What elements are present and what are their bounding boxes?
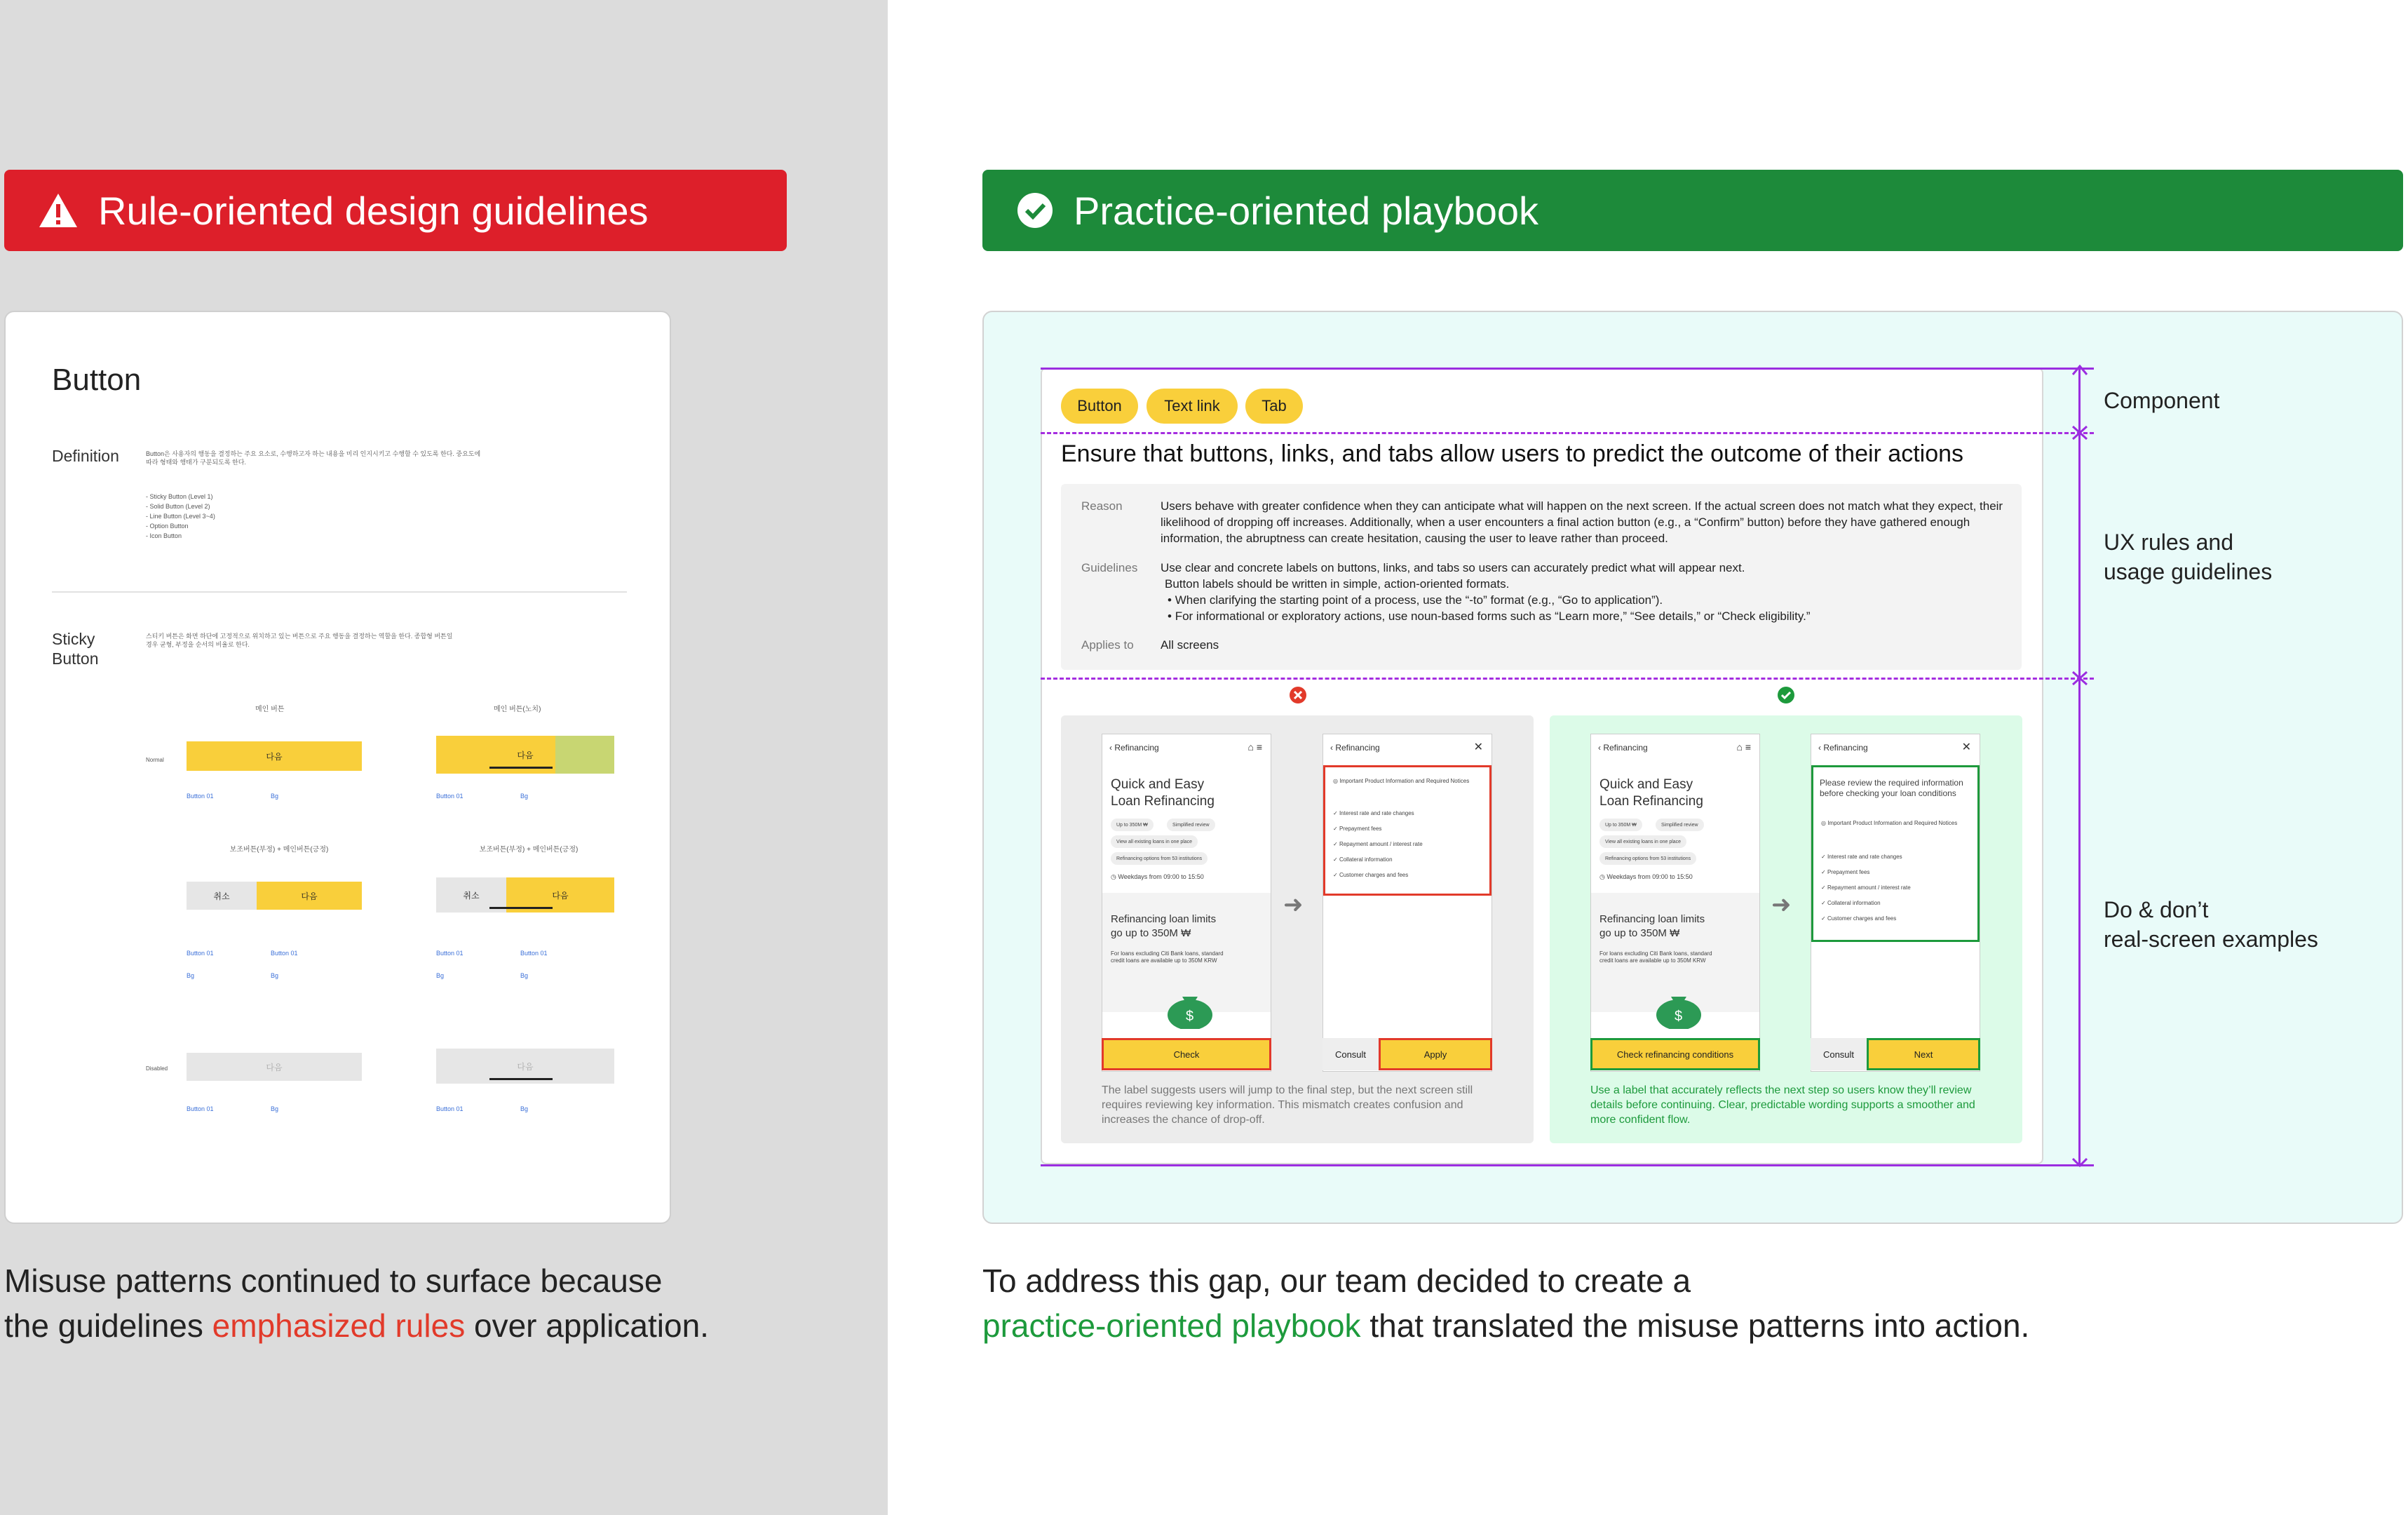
main-button-sample: 다음 <box>187 741 362 771</box>
disabled-button-sample: 다음 <box>187 1053 362 1081</box>
svg-text:$: $ <box>1675 1009 1683 1024</box>
definition-text: Button은 사용자의 행동을 결정하는 주요 요소로, 수행하고자 하는 내용을 미리 인지시키고 수행할 수 있도록 한다. 중요도에 따라 형태와 행태가 구분되도록 한다. <box>146 450 481 466</box>
cancel-button-notch-sample: 취소 <box>436 877 506 913</box>
practice-oriented-banner <box>982 170 2403 251</box>
notch-highlight <box>555 736 614 774</box>
section-divider <box>1041 678 2094 680</box>
consult-button[interactable]: Consult <box>1811 1038 1867 1070</box>
reason-text: Users behave with greater confidence when they can anticipate what will happen on the next screen. If the actual screen does not match what they expect, their likelihood of dropping off increases. Additionally, when a user encounters a final action button (e.g., a “Confirm” button) before they have gathered enough information, the abruptness can create hesitation, causing the user to leave rather than proceed. <box>1161 499 2003 545</box>
arrow-right-icon: ➜ <box>1283 891 1304 918</box>
check-circle-icon <box>1016 191 1054 229</box>
label-component: Component <box>2104 388 2220 413</box>
left-caption: Misuse patterns continued to surface because the guidelines emphasized rules over application. <box>4 1262 709 1344</box>
next-button-sample: 다음 <box>257 882 362 910</box>
right-caption: To address this gap, our team decided to create a practice-oriented playbook that translated the misuse patterns into action. <box>982 1262 2030 1344</box>
applies-label: Applies to <box>1081 638 1134 652</box>
chip-tab: Tab <box>1245 389 1303 424</box>
spec-label: Bg <box>271 972 279 979</box>
bracket-arrows <box>2071 365 2088 1169</box>
home-menu-icon: ⌂ ≡ <box>1247 741 1262 753</box>
combo-label: 보조버튼(부정) + 메인버튼(긍정) <box>229 846 329 854</box>
money-bag-icon <box>1654 988 1703 1029</box>
spec-label: Bg <box>436 972 445 979</box>
section-line <box>1041 368 2094 370</box>
disabled-button-notch-sample: 다음 <box>436 1049 614 1084</box>
chip-button: Button <box>1061 389 1138 424</box>
home-indicator <box>489 907 553 909</box>
home-indicator <box>489 1078 553 1080</box>
disabled-label: Disabled <box>146 1065 168 1072</box>
spec-label: Button 01 <box>271 950 298 957</box>
arrow-right-icon: ➜ <box>1771 891 1792 918</box>
sticky-button-text: 스티키 버튼은 화면 하단에 고정적으로 위치하고 있는 버튼으로 주요 행동을 결정하는 역할을 한다. 종합형 버튼일 경우 균형, 부정을 순서의 비율로 한다. <box>146 633 453 648</box>
home-menu-icon: ⌂ ≡ <box>1736 741 1751 753</box>
consult-button[interactable]: Consult <box>1323 1038 1379 1070</box>
banner-title: Rule-oriented design guidelines <box>98 188 649 233</box>
label-ux-rules: UX rules and usage guidelines <box>2104 530 2273 584</box>
apply-button[interactable]: Apply <box>1379 1038 1492 1070</box>
guidelines-label: Guidelines <box>1081 561 1138 574</box>
chip-text-link: Text link <box>1146 389 1238 424</box>
section-divider <box>1041 432 2094 434</box>
phone-screen-notice: ‹ Refinancing ✕ ◎ Important Product Information and Required Notices ✓ Interest rate and rate changes ✓ Prepayment fees ✓ Repayment amount / interest rate ✓ Collateral information ✓ Customer charges and fees <box>1323 734 1492 1072</box>
check-button-dont[interactable]: Check <box>1102 1038 1271 1070</box>
section-line <box>1041 1164 2094 1166</box>
spec-label: Bg <box>520 1105 529 1112</box>
spec-label: Button 01 <box>436 793 464 800</box>
money-bag-icon <box>1165 988 1215 1029</box>
sticky-button-label: Sticky Button <box>52 630 99 668</box>
definition-list: - Sticky Button (Level 1) - Solid Button (Level 2) - Line Button (Level 3~4) - Option Button - Icon Button <box>146 493 215 539</box>
do-check-icon <box>1777 686 1795 704</box>
spec-label: Button 01 <box>187 950 214 957</box>
spec-label: Bg <box>271 1105 279 1112</box>
banner-title: Practice-oriented playbook <box>1074 188 1539 233</box>
phone-screen-landing: ‹ Refinancing ⌂ ≡ Quick and Easy Loan Refinancing Up to 350M ₩ Simplified review View all existing loans in one place Refinancing options from 53 institutions ◷ Weekdays from 09:00 to 15:50 Refinancing loan limits go up to 350M ₩ For loans excluding Citi Bank loans, standard credit loans are available up to 350M KRW $ <box>1102 734 1271 1072</box>
normal-label: Normal <box>146 757 164 763</box>
cancel-button-sample: 취소 <box>187 882 257 910</box>
spec-label: Button 01 <box>436 950 464 957</box>
spec-label: Bg <box>520 972 529 979</box>
col-main-button-notch: 메인 버튼(노치) <box>494 706 541 713</box>
spec-label: Button 01 <box>520 950 548 957</box>
phone-screen-review: ‹ Refinancing ✕ Please review the required information before checking your loan conditions ◎ Important Product Information and Required Notices ✓ Interest rate and rate changes ✓ Prepayment fees ✓ Repayment amount / interest rate ✓ Collateral information ✓ Customer charges and fees <box>1811 734 1980 1072</box>
home-indicator <box>489 767 553 769</box>
divider <box>52 591 627 593</box>
reason-label: Reason <box>1081 499 1123 513</box>
next-button-notch-sample: 다음 <box>506 877 614 913</box>
label-do-dont: Do & don’t real-screen examples <box>2104 897 2318 952</box>
design-guideline-document <box>4 311 671 1224</box>
combo-label: 보조버튼(부정) + 메인버튼(긍정) <box>479 846 579 854</box>
spec-label: Button 01 <box>436 1105 464 1112</box>
spec-label: Button 01 <box>187 793 214 800</box>
warning-icon <box>38 192 79 229</box>
rule-oriented-banner <box>4 170 787 251</box>
spec-label: Bg <box>520 793 529 800</box>
dont-note: The label suggests users will jump to the final step, but the next screen still requires reviewing key information. This mismatch creates confusion and increases the chance of drop-off. <box>1102 1084 1473 1126</box>
spec-label: Bg <box>187 972 195 979</box>
close-icon: ✕ <box>1961 741 1971 753</box>
main-button-notch-sample: 다음 <box>436 736 614 774</box>
doc-title: Button <box>52 363 142 397</box>
col-main-button: 메인 버튼 <box>255 706 285 713</box>
svg-text:$: $ <box>1186 1009 1194 1024</box>
applies-text: All screens <box>1161 638 1219 652</box>
guidelines-text: Use clear and concrete labels on buttons, links, and tabs so users can accurately predict what will appear next. Button labels should be written in simple, action-oriented formats. • When clarifying the starting point of a process, use the “-to” format (e.g., “Go to application”). • For informational or exploratory actions, use noun-based forms such as “Learn more,” “See details,” or “Check eligibility.” <box>1161 561 1811 623</box>
spec-label: Button 01 <box>187 1105 214 1112</box>
phone-screen-landing: ‹ Refinancing ⌂ ≡ Quick and Easy Loan Refinancing Up to 350M ₩ Simplified review View all existing loans in one place Refinancing options from 53 institutions ◷ Weekdays from 09:00 to 15:50 Refinancing loan limits go up to 350M ₩ For loans excluding Citi Bank loans, standard credit loans are available up to 350M KRW $ <box>1590 734 1760 1072</box>
playbook-headline: Ensure that buttons, links, and tabs allow users to predict the outcome of their actions <box>1061 440 1964 467</box>
definition-label: Definition <box>52 447 119 465</box>
check-conditions-button[interactable]: Check refinancing conditions <box>1590 1038 1760 1070</box>
next-button[interactable]: Next <box>1867 1038 1980 1070</box>
dont-x-icon <box>1289 686 1307 704</box>
close-icon: ✕ <box>1473 741 1483 753</box>
do-note: Use a label that accurately reflects the next step so users know they’ll review details before continuing. Clear, predictable wording supports a smoother and more confident flow. <box>1590 1084 1975 1126</box>
spec-label: Bg <box>271 793 279 800</box>
